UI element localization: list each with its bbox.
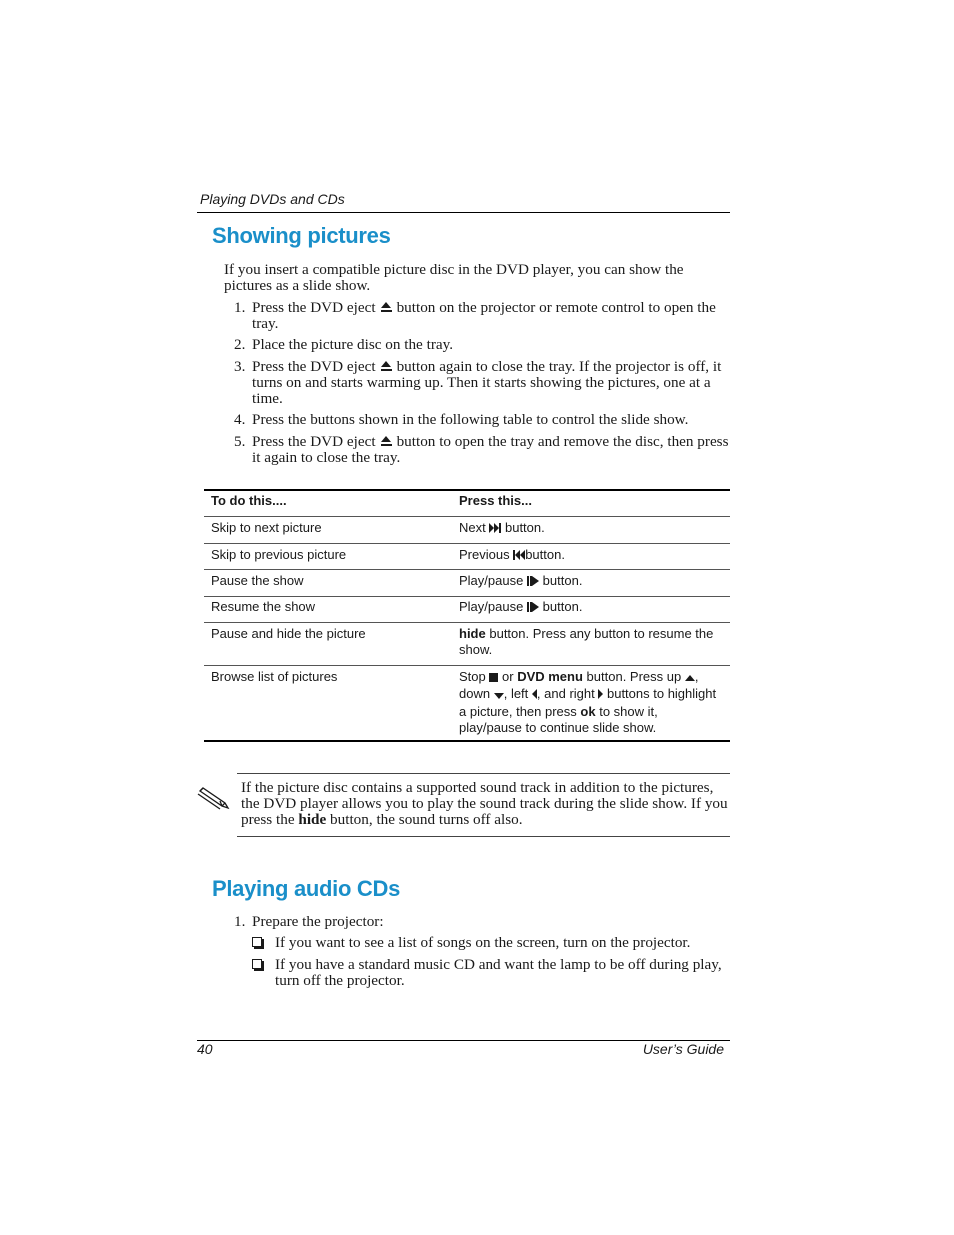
button-suffix: button.: [542, 599, 583, 614]
step-text: Press the buttons shown in the following table to control the slide show.: [252, 411, 689, 428]
note-text-before: If the picture disc contains a supported sound track in addition to the pictures, the DVD player allows you to play the sound track during the slide show. If you press the: [241, 779, 728, 828]
step-text: Prepare the projector:: [252, 913, 384, 930]
section-title-playing-audio-cds: Playing audio CDs: [212, 876, 401, 901]
button-name: Next: [459, 520, 486, 535]
right-text: and right: [544, 686, 595, 702]
running-header: Playing DVDs and CDs: [200, 191, 345, 207]
note-top-rule: [237, 773, 730, 774]
step-number: 2.: [234, 336, 246, 353]
step-text-before: Press the DVD eject: [252, 358, 376, 375]
button-name: Play/pause: [459, 599, 524, 614]
hide-button-label: hide: [459, 626, 486, 641]
table-row-rule: [204, 569, 730, 570]
table-row-rule: [204, 543, 730, 544]
button-name: Previous: [459, 547, 510, 562]
next-icon: [489, 521, 501, 537]
step-number: 4.: [234, 411, 246, 428]
table-cell-press: [459, 626, 724, 659]
note-hide-label: hide: [298, 811, 327, 828]
step-text-after: button again to close the tray. If the projector is off, it turns on and starts warming up. Then it starts showing the pictures, one at a time.: [252, 358, 722, 407]
table-cell-action: Pause the show: [211, 573, 304, 588]
eject-icon: [380, 436, 393, 447]
continue-text: to show it, play/pause to continue slide show.: [459, 703, 658, 735]
section-title-showing-pictures: Showing pictures: [212, 223, 391, 248]
table-cell-action: Browse list of pictures: [211, 669, 338, 684]
button-suffix: button.: [525, 547, 565, 562]
header-rule: [197, 212, 730, 213]
checkbox-bullet-icon: [252, 959, 262, 969]
table-header-rule: [204, 516, 730, 517]
note-bottom-rule: [237, 836, 730, 837]
bullet-item: If you want to see a list of songs on the screen, turn on the projector.: [275, 934, 691, 951]
note-text-after: button, the sound turns off also.: [330, 811, 523, 828]
pencil-note-icon: [196, 785, 232, 811]
page-number: 40: [197, 1041, 213, 1057]
table-cell-press: Stop or DVD menu button. Press up , down , left , and right buttons to highlight a picture, then press ok to show it, play/pause to continue slide show.: [459, 669, 717, 735]
table-cell-press: [459, 573, 724, 590]
table-header-action: To do this....: [211, 493, 287, 508]
step-number: 5.: [234, 433, 246, 450]
table-row-rule: [204, 596, 730, 597]
eject-icon: [380, 302, 393, 313]
down-arrow-icon: [494, 687, 504, 703]
step-number: 3.: [234, 358, 246, 375]
left-text: left: [510, 686, 529, 702]
table-top-rule: [204, 489, 730, 491]
step-text-after: button to open the tray and remove the disc, then press it again to close the tray.: [252, 433, 729, 466]
dvd-menu-label: DVD menu: [517, 669, 583, 684]
table-cell-action: Skip to next picture: [211, 520, 322, 535]
note-text: [241, 780, 730, 828]
button-suffix: button. Press any button to resume the show.: [459, 626, 714, 658]
bullet-item: If you have a standard music CD and want the lamp to be off during play, turn off the projector.: [275, 956, 722, 989]
step-text-before: Press the DVD eject: [252, 433, 376, 450]
table-row-rule: [204, 665, 730, 666]
stop-label: Stop: [459, 669, 486, 684]
or-text: or: [502, 669, 514, 684]
step-text-before: Press the DVD eject: [252, 299, 376, 316]
press-up-text: button. Press up: [586, 669, 682, 684]
table-cell-press: [459, 520, 724, 537]
table-cell-action: Skip to previous picture: [211, 547, 347, 562]
step-text-after: button on the projector or remote control to open the tray.: [252, 299, 716, 332]
eject-icon: [380, 361, 393, 372]
guide-name: User’s Guide: [642, 1041, 724, 1057]
stop-icon: [489, 670, 498, 686]
highlight-text: buttons to highlight a picture, then press: [459, 686, 717, 719]
table-cell-press: [459, 547, 724, 564]
play-pause-icon: [527, 574, 539, 590]
down-text: down: [459, 686, 491, 702]
table-cell-action: Resume the show: [211, 599, 316, 614]
checkbox-bullet-icon: [252, 937, 262, 947]
intro-paragraph: If you insert a compatible picture disc in the DVD player, you can show the pictures as a slide show.: [224, 261, 684, 294]
table-cell-press: [459, 599, 724, 616]
step-text: Place the picture disc on the tray.: [252, 336, 454, 353]
button-suffix: button.: [542, 573, 583, 588]
button-name: Play/pause: [459, 573, 524, 588]
ok-label: ok: [580, 703, 596, 719]
right-arrow-icon: [598, 687, 603, 703]
left-arrow-icon: [532, 687, 537, 703]
table-cell-action: Pause and hide the picture: [211, 626, 366, 641]
table-row-rule: [204, 622, 730, 623]
play-pause-icon: [527, 600, 539, 616]
up-arrow-icon: [685, 670, 695, 686]
button-suffix: button.: [504, 520, 545, 535]
step-number: 1.: [234, 913, 246, 930]
previous-icon: [513, 548, 525, 564]
table-header-press: Press this...: [459, 493, 532, 508]
step-number: 1.: [234, 299, 246, 316]
table-bottom-rule: [204, 740, 730, 742]
